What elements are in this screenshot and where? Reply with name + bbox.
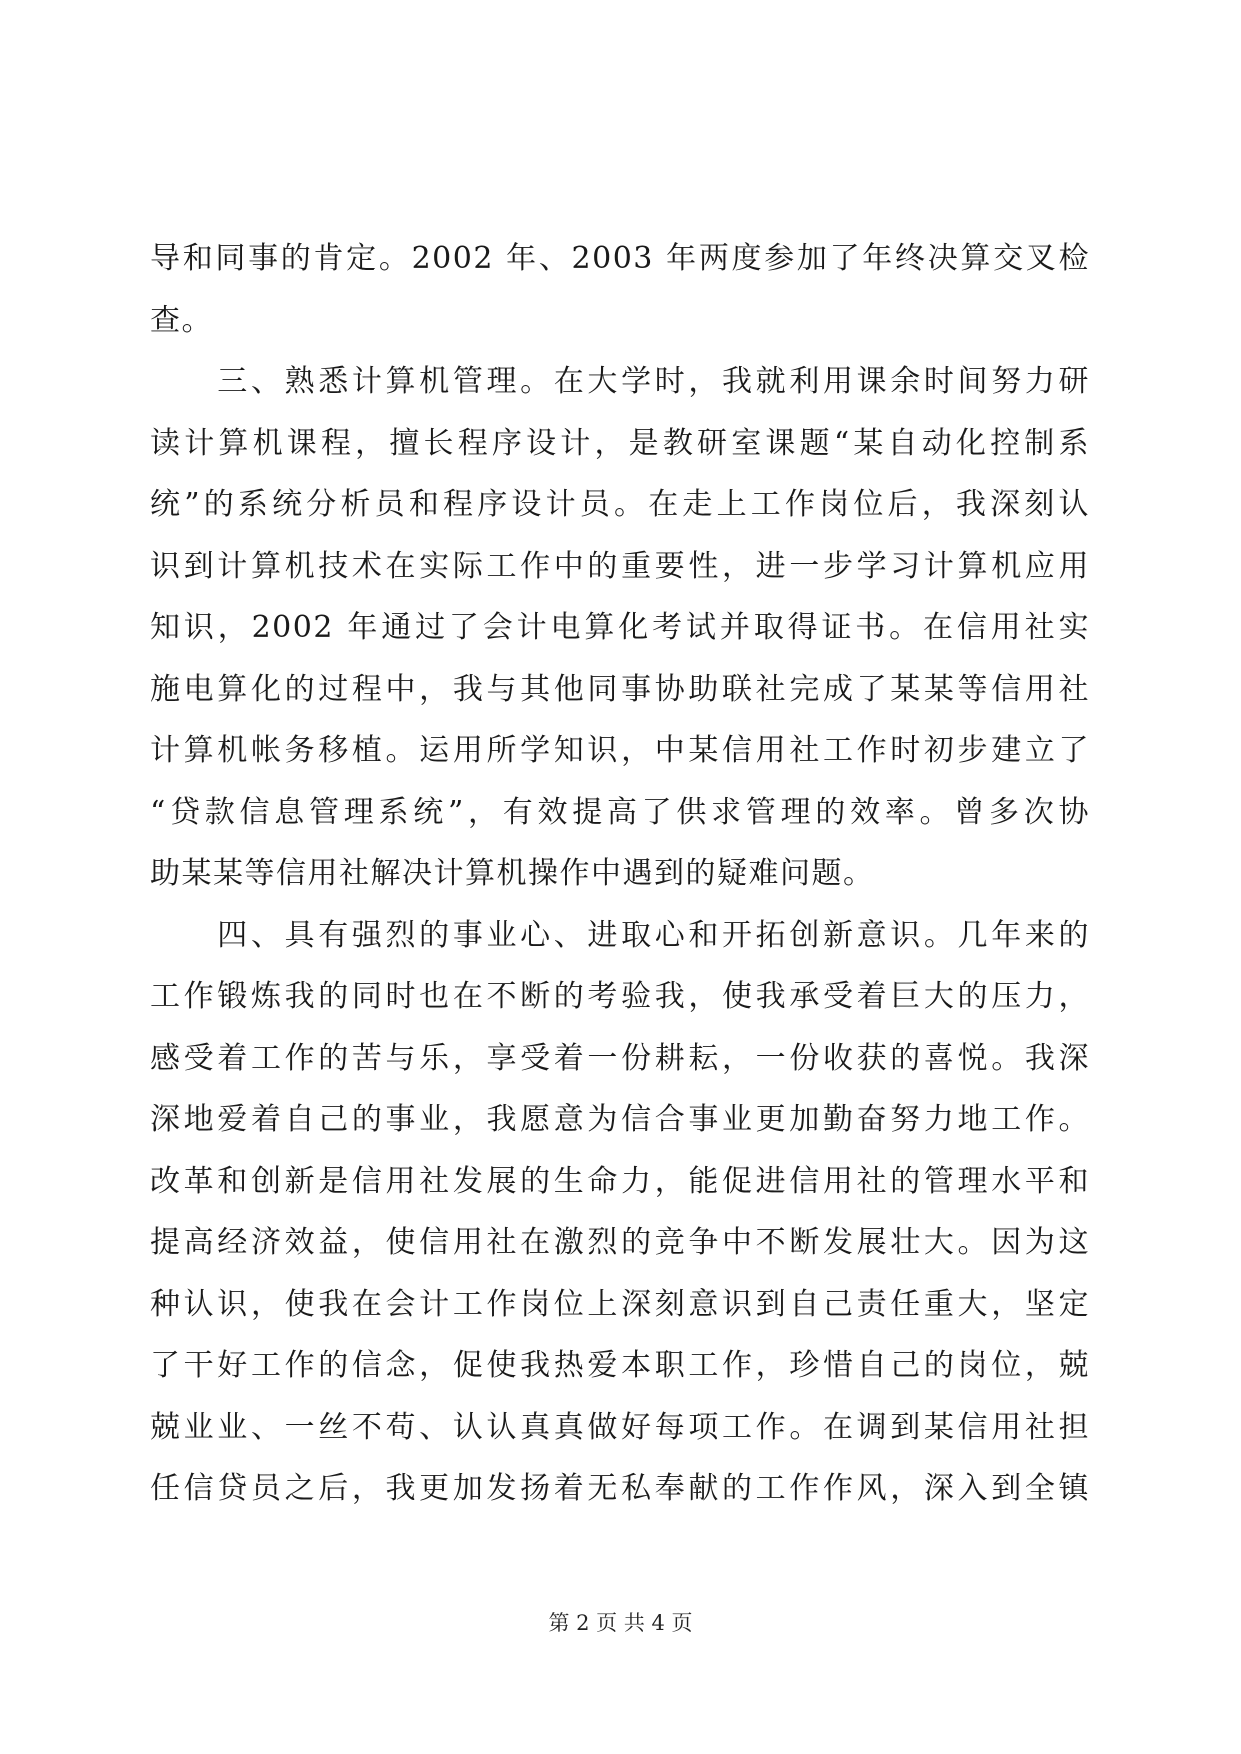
- text-line: 感受着工作的苦与乐，享受着一份耕耘，一份收获的喜悦。我深: [150, 1040, 1090, 1076]
- text-line: 工作锻炼我的同时也在不断的考验我，使我承受着巨大的压力，: [150, 979, 1090, 1014]
- text-line: 施电算化的过程中，我与其他同事协助联社完成了某某等信用社: [150, 671, 1090, 707]
- text-line: 深地爱着自己的事业，我愿意为信合事业更加勤奋努力地工作。: [150, 1102, 1090, 1137]
- page-footer: 第 2 页 共 4 页: [548, 1611, 693, 1635]
- text-line: 导和同事的肯定。2002 年、2003 年两度参加了年终决算交叉检: [150, 241, 1090, 276]
- text-line: 提高经济效益，使信用社在激烈的竞争中不断发展壮大。因为这: [150, 1225, 1090, 1260]
- text-line: 四、具有强烈的事业心、进取心和开拓创新意识。几年来的: [150, 917, 1090, 953]
- text-line: 查。: [150, 302, 213, 338]
- text-line: 兢业业、一丝不苟、认认真真做好每项工作。在调到某信用社担: [150, 1409, 1090, 1445]
- text-line: 种认识，使我在会计工作岗位上深刻意识到自己责任重大，坚定: [150, 1286, 1090, 1322]
- text-line: “贷款信息管理系统”，有效提高了供求管理的效率。曾多次协: [150, 794, 1090, 830]
- text-line: 知识，2002 年通过了会计电算化考试并取得证书。在信用社实: [150, 610, 1090, 645]
- text-line: 计算机帐务移植。运用所学知识，中某信用社工作时初步建立了: [150, 733, 1090, 768]
- text-line: 改革和创新是信用社发展的生命力，能促进信用社的管理水平和: [150, 1163, 1090, 1199]
- text-line: 识到计算机技术在实际工作中的重要性，进一步学习计算机应用: [150, 548, 1090, 584]
- body-text: [150, 228, 1090, 1520]
- text-line: 三、熟悉计算机管理。在大学时，我就利用课余时间努力研: [150, 364, 1090, 399]
- text-line: 统”的系统分析员和程序设计员。在走上工作岗位后，我深刻认: [150, 487, 1090, 522]
- text-line: 助某某等信用社解决计算机操作中遇到的疑难问题。: [150, 856, 875, 891]
- text-line: 了干好工作的信念，促使我热爱本职工作，珍惜自己的岗位，兢: [150, 1348, 1090, 1383]
- text-line: 读计算机课程，擅长程序设计，是教研室课题“某自动化控制系: [150, 425, 1090, 461]
- text-line: 任信贷员之后，我更加发扬着无私奉献的工作作风，深入到全镇: [150, 1471, 1090, 1506]
